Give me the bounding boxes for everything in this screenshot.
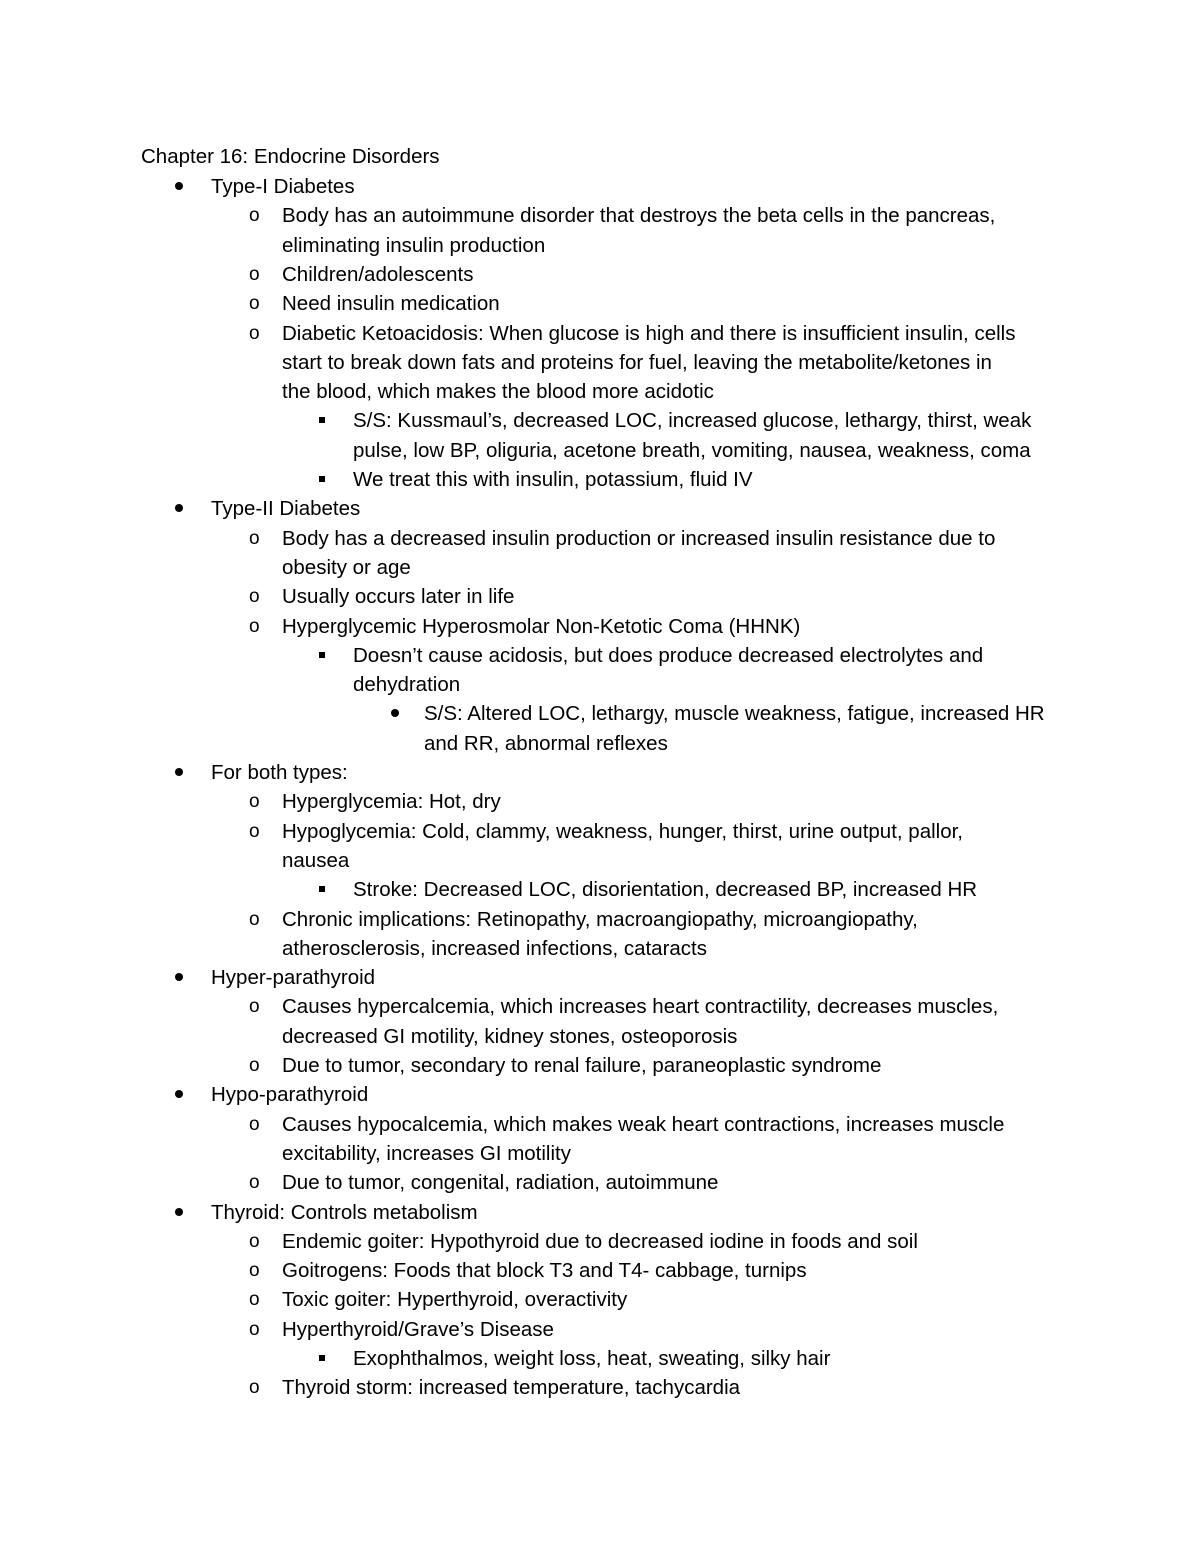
outline-item-text: Type-I Diabetes: [211, 175, 355, 198]
circle-icon: o: [249, 527, 260, 549]
outline-item-level-2: [0, 1285, 1200, 1314]
outline-item-level-3: [0, 875, 1200, 904]
outline-item-text: Doesn’t cause acidosis, but does produce decreased electrolytes and: [353, 643, 984, 667]
bullet-icon: [175, 1090, 183, 1098]
outline-item-text: eliminating insulin production: [282, 233, 546, 257]
circle-icon: o: [249, 820, 260, 842]
outline-item-level-1: [0, 1198, 1200, 1227]
outline-item-level-2: [0, 1256, 1200, 1285]
outline-item-level-2: [0, 582, 1200, 611]
outline-item-level-2: [0, 1051, 1200, 1080]
outline-item-level-1: [0, 172, 1200, 201]
circle-icon: o: [249, 586, 260, 608]
outline-item-level-2: [0, 817, 1200, 872]
outline-item-text: For both types:: [211, 761, 348, 784]
outline-item-text: obesity or age: [282, 555, 411, 579]
outline-item-text: S/S: Altered LOC, lethargy, muscle weakness, fatigue, increased HR: [424, 702, 1045, 726]
outline-item-text: the blood, which makes the blood more acidotic: [282, 380, 714, 404]
circle-icon: o: [249, 1318, 260, 1340]
outline-item-level-3: [0, 465, 1200, 494]
outline-item-level-3: [0, 641, 1200, 697]
outline-item-text: excitability, increases GI motility: [282, 1141, 571, 1165]
outline-item-text: decreased GI motility, kidney stones, osteoporosis: [282, 1024, 738, 1048]
outline-item-text: Body has a decreased insulin production or increased insulin resistance due to: [282, 526, 996, 550]
circle-icon: o: [249, 1289, 260, 1311]
square-icon: [319, 652, 325, 658]
outline-item-text: Chronic implications: Retinopathy, macroangiopathy, microangiopathy,: [282, 907, 918, 931]
outline-item-level-2: [0, 319, 1200, 404]
outline-item-text: Diabetic Ketoacidosis: When glucose is high and there is insufficient insulin, cells: [282, 321, 1016, 345]
outline-item-text: Usually occurs later in life: [282, 585, 515, 609]
bullet-icon: [175, 768, 183, 776]
outline-item-level-2: [0, 524, 1200, 579]
outline-item-text: dehydration: [353, 673, 461, 697]
circle-icon: o: [249, 322, 260, 344]
outline-item-text: and RR, abnormal reflexes: [424, 731, 668, 755]
outline-item-text: We treat this with insulin, potassium, fluid IV: [353, 468, 753, 491]
outline-item-level-2: [0, 1168, 1200, 1197]
circle-icon: o: [249, 1172, 260, 1194]
outline-item-text: Causes hypercalcemia, which increases heart contractility, decreases muscles,: [282, 995, 999, 1019]
outline-item-level-1: [0, 758, 1200, 787]
document-title: Chapter 16: Endocrine Disorders: [141, 145, 440, 168]
outline-item-level-2: [0, 612, 1200, 641]
outline-item-level-2: [0, 289, 1200, 318]
outline-item-text: S/S: Kussmaul’s, decreased LOC, increased glucose, lethargy, thirst, weak: [353, 409, 1032, 433]
outline-item-text: Hypoglycemia: Cold, clammy, weakness, hunger, thirst, urine output, pallor,: [282, 819, 963, 843]
outline-item-level-1: [0, 1080, 1200, 1109]
outline-item-text: Hypo-parathyroid: [211, 1083, 369, 1107]
outline-item-level-2: [0, 1373, 1200, 1402]
outline-item-level-3: [0, 406, 1200, 462]
bullet-icon: [175, 973, 183, 981]
outline-item-text: Children/adolescents: [282, 262, 474, 286]
outline-item-text: Due to tumor, secondary to renal failure, paraneoplastic syndrome: [282, 1054, 882, 1077]
outline-item-text: Type-II Diabetes: [211, 497, 361, 521]
outline-item-level-1: [0, 963, 1200, 992]
circle-icon: o: [249, 263, 260, 285]
outline-item-text: atherosclerosis, increased infections, cataracts: [282, 936, 708, 960]
bullet-icon: [175, 504, 183, 512]
bullet-icon: [175, 1208, 183, 1216]
outline-item-text: start to break down fats and proteins for fuel, leaving the metabolite/ketones in: [282, 350, 992, 374]
square-icon: [319, 417, 325, 423]
outline-item-text: Causes hypocalcemia, which makes weak heart contractions, increases muscle: [282, 1112, 1005, 1136]
outline-item-level-2: [0, 201, 1200, 257]
outline-item-level-2: [0, 1110, 1200, 1165]
outline-item-text: Thyroid storm: increased temperature, tachycardia: [282, 1376, 741, 1400]
outline-item-level-2: [0, 992, 1200, 1048]
outline-item-level-4: [0, 699, 1200, 755]
square-icon: [319, 886, 325, 892]
outline-item-text: Body has an autoimmune disorder that destroys the beta cells in the pancreas,: [282, 204, 996, 228]
outline-item-level-2: [0, 260, 1200, 289]
outline-item-text: Goitrogens: Foods that block T3 and T4- cabbage, turnips: [282, 1259, 807, 1283]
circle-icon: o: [249, 996, 260, 1018]
circle-icon: o: [249, 615, 260, 637]
outline-item-text: Hyperglycemic Hyperosmolar Non-Ketotic Coma (HHNK): [282, 614, 801, 638]
circle-icon: o: [249, 1377, 260, 1399]
outline-item-text: Hyperglycemia: Hot, dry: [282, 790, 501, 814]
outline-item-text: Need insulin medication: [282, 292, 500, 316]
outline-item-level-2: [0, 1315, 1200, 1344]
circle-icon: o: [249, 1260, 260, 1282]
bullet-icon: [175, 182, 183, 190]
bullet-icon: [391, 709, 399, 717]
circle-icon: o: [249, 908, 260, 930]
circle-icon: o: [249, 205, 260, 227]
outline-item-text: nausea: [282, 848, 350, 872]
outline-item-level-2: [0, 787, 1200, 816]
outline-item-text: Toxic goiter: Hyperthyroid, overactivity: [282, 1288, 628, 1312]
outline-item-text: Endemic goiter: Hypothyroid due to decreased iodine in foods and soil: [282, 1229, 918, 1253]
square-icon: [319, 1355, 325, 1361]
outline-item-text: Due to tumor, congenital, radiation, autoimmune: [282, 1171, 719, 1195]
outline-item-text: pulse, low BP, oliguria, acetone breath, vomiting, nausea, weakness, coma: [353, 438, 1031, 462]
outline-item-text: Thyroid: Controls metabolism: [211, 1200, 478, 1224]
outline-item-text: Stroke: Decreased LOC, disorientation, decreased BP, increased HR: [353, 878, 978, 902]
outline-item-text: Exophthalmos, weight loss, heat, sweating, silky hair: [353, 1347, 831, 1370]
circle-icon: o: [249, 293, 260, 315]
outline-item-level-2: [0, 905, 1200, 960]
outline-item-level-3: [0, 1344, 1200, 1373]
circle-icon: o: [249, 1230, 260, 1252]
outline-item-level-1: [0, 494, 1200, 523]
circle-icon: o: [249, 791, 260, 813]
outline-item-level-2: [0, 1227, 1200, 1256]
outline-item-text: Hyper-parathyroid: [211, 966, 376, 990]
square-icon: [319, 476, 325, 482]
circle-icon: o: [249, 1055, 260, 1076]
outline-item-text: Hyperthyroid/Grave’s Disease: [282, 1317, 554, 1341]
circle-icon: o: [249, 1113, 260, 1135]
